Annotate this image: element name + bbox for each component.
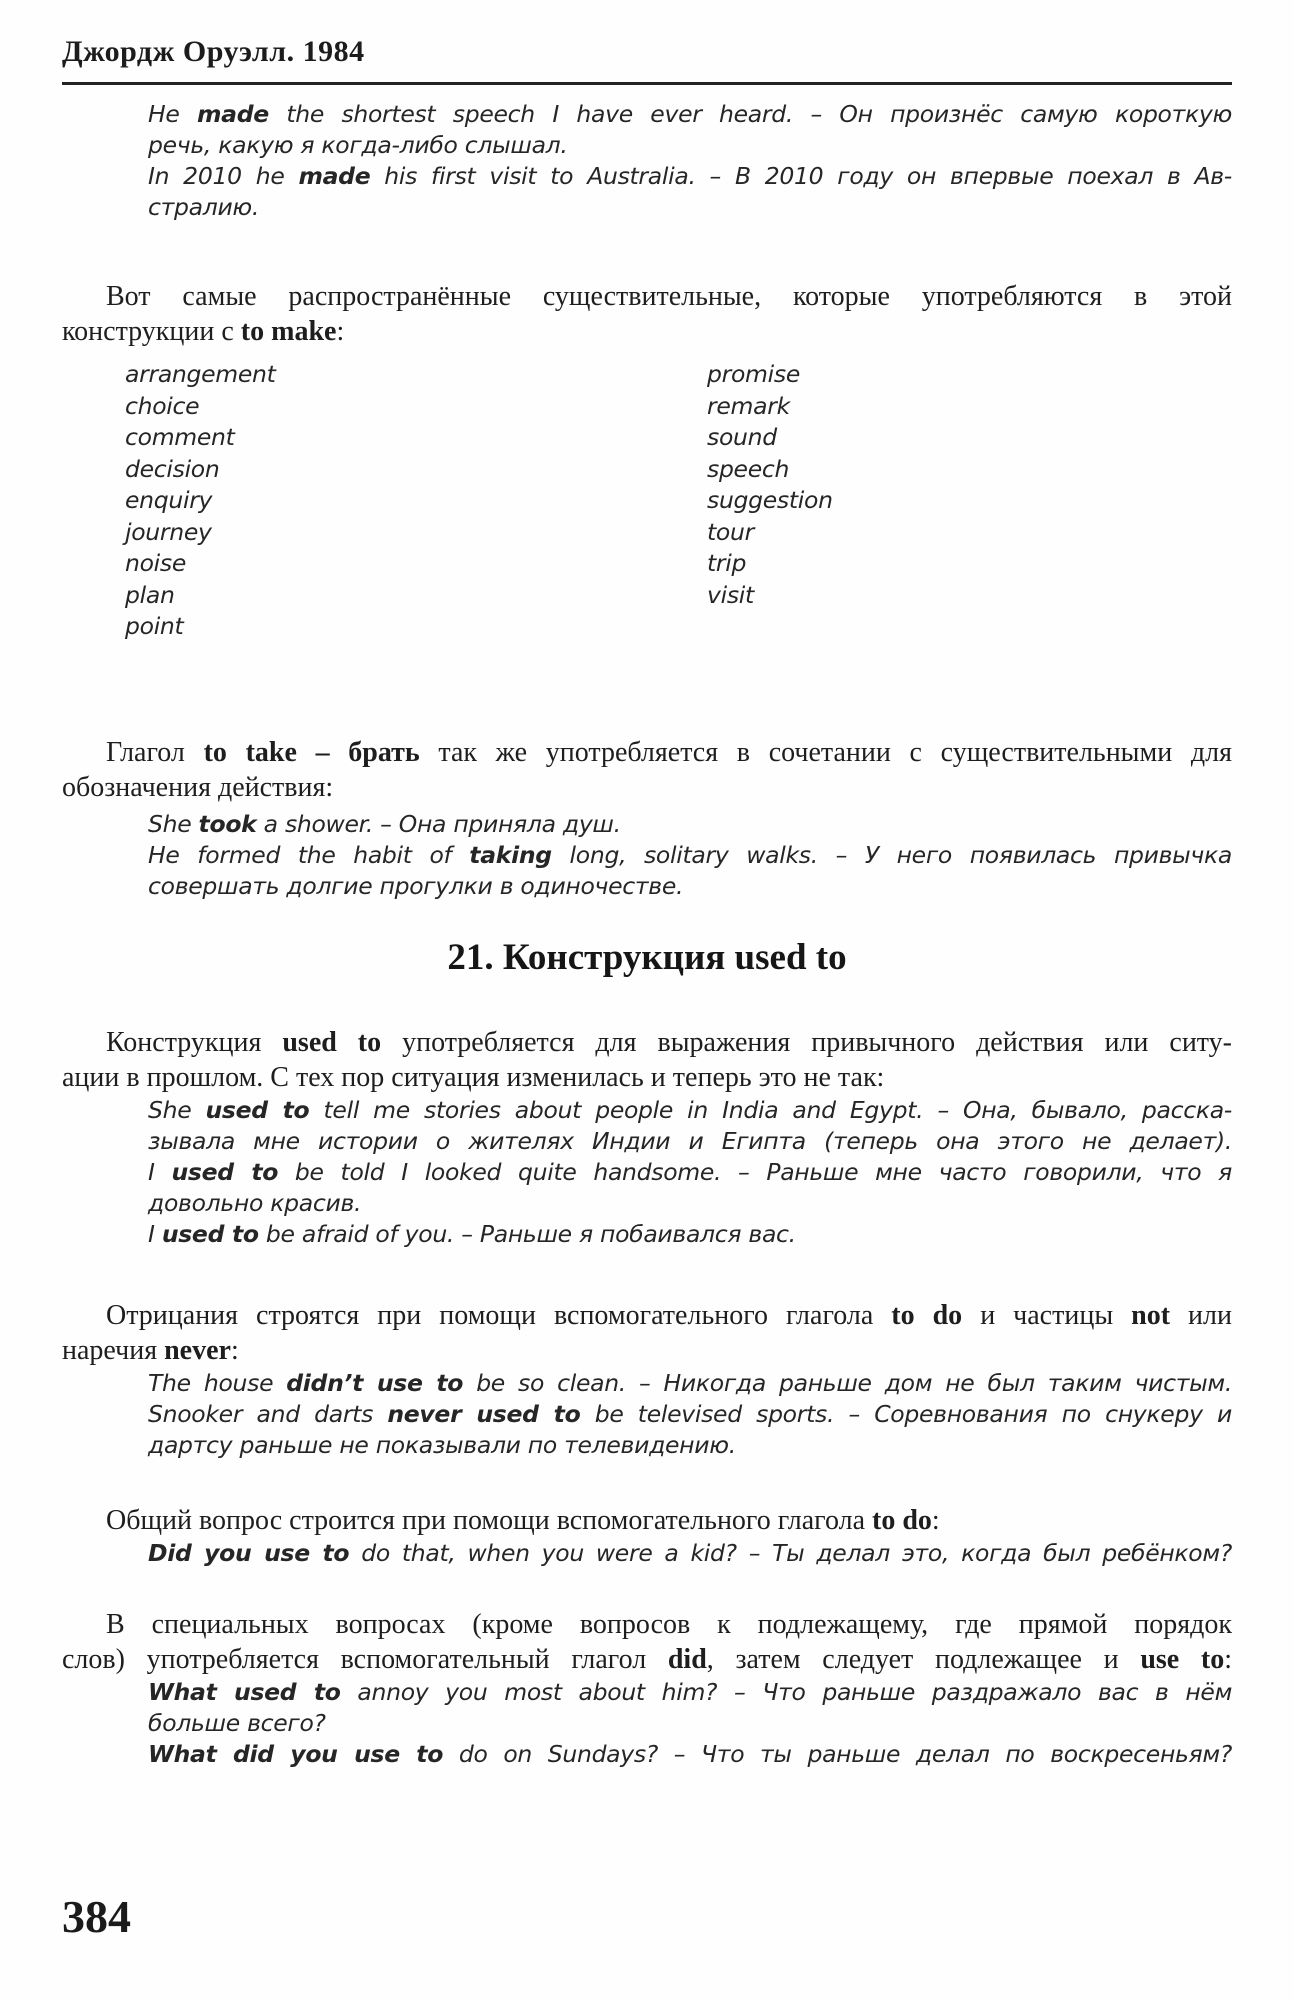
text-line	[62, 279, 1232, 314]
page-number: 384	[62, 1891, 131, 1942]
text-line	[148, 1126, 1232, 1157]
text-run: стралию.	[148, 193, 260, 221]
noun-item: choice	[125, 391, 200, 420]
bold-run: didn’t use to	[286, 1368, 464, 1397]
text-run: She	[148, 1095, 206, 1124]
text-run: annoy you most about him? – Что раньше раздражало вас в нём	[340, 1677, 1232, 1706]
bold-run: never	[164, 1334, 231, 1366]
text-line	[62, 1642, 1232, 1677]
para-used-to-intro	[62, 1025, 1232, 1095]
noun-item: decision	[125, 454, 220, 483]
noun-column-2	[707, 359, 833, 643]
bold-run: never used to	[387, 1399, 581, 1428]
text-line	[148, 1219, 1232, 1250]
make-noun-list	[125, 359, 1232, 643]
text-line	[148, 1095, 1232, 1126]
noun-item: comment	[125, 423, 235, 451]
para-negation	[62, 1298, 1232, 1368]
text-run: больше всего?	[148, 1708, 326, 1737]
noun-item: remark	[707, 391, 790, 420]
text-run: :	[230, 1334, 239, 1366]
text-run: слов) употребляется вспомогательный глагол	[62, 1643, 668, 1675]
page-body	[62, 99, 1232, 1770]
text-run: В специальных вопросах (кроме вопросов к подлежащему, где прямой порядок	[106, 1608, 1232, 1640]
text-line	[62, 1060, 1232, 1095]
text-line	[148, 840, 1232, 871]
text-run: Глагол	[106, 736, 204, 768]
noun-column-1	[125, 359, 707, 643]
text-run: She	[148, 809, 199, 838]
para-special-questions	[62, 1607, 1232, 1677]
text-run: Отрицания строятся при помощи вспомогательного глагола	[106, 1299, 892, 1331]
bold-run: used to	[205, 1095, 310, 1124]
text-run: do that, when you were a kid? – Ты делал это, когда был ребёнком?	[349, 1538, 1232, 1567]
noun-item: point	[125, 612, 184, 640]
para-make-nouns	[62, 279, 1232, 349]
text-line	[62, 1503, 1232, 1538]
text-run: обозначения действия:	[62, 771, 334, 803]
text-run: be afraid of you. – Раньше я побаивался вас.	[258, 1219, 796, 1248]
text-line	[148, 99, 1232, 130]
text-run: be told I looked quite handsome. – Раньше мне часто говорили, что я	[278, 1157, 1232, 1186]
noun-item: journey	[125, 517, 212, 546]
noun-item: trip	[707, 549, 747, 577]
bold-run: What did you use to	[148, 1739, 444, 1768]
text-run: He formed the habit of	[148, 840, 470, 869]
text-run: Конструкция	[106, 1026, 283, 1058]
para-general-question	[62, 1503, 1232, 1538]
text-run: так же употребляется в сочетании с существительными для	[419, 736, 1232, 768]
bold-run: used to	[161, 1219, 259, 1248]
bold-run: took	[198, 809, 257, 838]
bold-run: made	[196, 100, 269, 128]
text-run: и частицы	[962, 1299, 1132, 1331]
para-take	[62, 735, 1232, 805]
text-line	[62, 1025, 1232, 1060]
text-run: do on Sundays? – Что ты раньше делал по воскресеньям?	[443, 1739, 1232, 1768]
text-run: довольно красив.	[148, 1188, 362, 1217]
text-line	[148, 1739, 1232, 1770]
text-line	[62, 1333, 1232, 1368]
header-rule	[62, 82, 1232, 85]
text-run: :	[931, 1504, 940, 1536]
text-run: I	[148, 1219, 162, 1248]
bold-run: did	[667, 1643, 707, 1675]
text-run: наречия	[62, 1334, 165, 1366]
example-general-question	[148, 1538, 1232, 1569]
text-line	[148, 1677, 1232, 1708]
noun-item: noise	[125, 549, 187, 577]
noun-item: speech	[707, 454, 790, 483]
bold-run: Did you use to	[148, 1538, 350, 1567]
text-run: речь, какую я когда-либо слышал.	[148, 131, 568, 159]
text-line	[62, 735, 1232, 770]
text-run: In 2010 he	[148, 162, 299, 190]
text-line	[62, 1298, 1232, 1333]
bold-run: to do	[891, 1299, 963, 1331]
noun-item: tour	[707, 517, 754, 546]
text-run: Общий вопрос строится при помощи вспомогательного глагола	[106, 1504, 872, 1536]
text-run: :	[336, 316, 345, 347]
section-heading: 21. Конструкция used to	[447, 936, 847, 978]
text-line	[148, 1399, 1232, 1430]
page-header	[62, 34, 1232, 85]
text-run: Snooker and darts	[148, 1399, 388, 1428]
bold-run: to take – брать	[203, 736, 420, 768]
text-run: употребляется для выражения привычного действия или ситу-	[381, 1026, 1232, 1058]
noun-item: suggestion	[707, 486, 833, 514]
text-line	[148, 1430, 1232, 1461]
bold-run: not	[1131, 1299, 1171, 1331]
bold-run: used to	[282, 1026, 382, 1058]
text-line	[148, 130, 1232, 161]
text-line	[148, 809, 1232, 840]
text-run: He	[148, 100, 197, 128]
text-line	[62, 1607, 1232, 1642]
text-run: , затем следует подлежащее и	[706, 1643, 1141, 1675]
bold-run: used to	[171, 1157, 279, 1186]
example-used-to	[148, 1095, 1232, 1250]
text-run: the shortest speech I have ever heard. – Он произнёс самую короткую	[268, 100, 1233, 128]
text-run: :	[1224, 1643, 1232, 1675]
noun-item: sound	[707, 423, 777, 451]
text-run: be so clean. – Никогда раньше дом не был таким чистым.	[463, 1368, 1232, 1397]
example-made	[148, 99, 1232, 223]
text-line	[148, 161, 1232, 192]
text-run: или	[1170, 1299, 1232, 1331]
text-run: I	[148, 1157, 172, 1186]
example-special-questions	[148, 1677, 1232, 1770]
text-line	[148, 871, 1232, 902]
text-line	[148, 1708, 1232, 1739]
example-take	[148, 809, 1232, 902]
noun-item: arrangement	[125, 360, 276, 388]
text-line	[148, 1188, 1232, 1219]
bold-run: What used to	[148, 1677, 341, 1706]
text-line	[62, 770, 1232, 805]
text-line	[148, 1368, 1232, 1399]
text-run: Вот самые распространённые существительные, которые употребляются в этой	[106, 281, 1232, 312]
example-negation	[148, 1368, 1232, 1461]
bold-run: to do	[872, 1504, 932, 1536]
text-run: long, solitary walks. – У него появилась привычка	[551, 840, 1233, 869]
running-head-title: Джордж Оруэлл. 1984	[62, 35, 365, 68]
text-run: be televised sports. – Соревнования по снукеру и	[580, 1399, 1232, 1428]
text-run: ации в прошлом. С тех пор ситуация изменилась и теперь это не так:	[62, 1061, 885, 1093]
text-run: конструкции с	[62, 316, 241, 347]
text-run: tell me stories about people in India and Egypt. – Она, бывало, расска-	[309, 1095, 1232, 1124]
text-run: совершать долгие прогулки в одиночестве.	[148, 871, 684, 900]
noun-item: plan	[125, 580, 175, 609]
text-line	[62, 314, 1232, 349]
text-run: дартсу раньше не показывали по телевидению.	[148, 1430, 736, 1459]
text-run: his first visit to Australia. – В 2010 году он впервые поехал в Ав-	[370, 162, 1232, 190]
text-run: зывала мне истории о жителях Индии и Египта (теперь она этого не делает).	[148, 1126, 1232, 1155]
noun-item: visit	[707, 580, 754, 609]
text-run: The house	[148, 1368, 287, 1397]
bold-run: made	[298, 162, 371, 190]
text-line	[148, 1538, 1232, 1569]
text-run: a shower. – Она приняла душ.	[256, 809, 621, 838]
text-line	[148, 192, 1232, 223]
bold-run: taking	[469, 840, 552, 869]
bold-run: use to	[1140, 1643, 1225, 1675]
noun-item: enquiry	[125, 486, 213, 514]
noun-item: promise	[707, 360, 800, 388]
text-line	[148, 1157, 1232, 1188]
bold-run: to make	[240, 316, 337, 347]
